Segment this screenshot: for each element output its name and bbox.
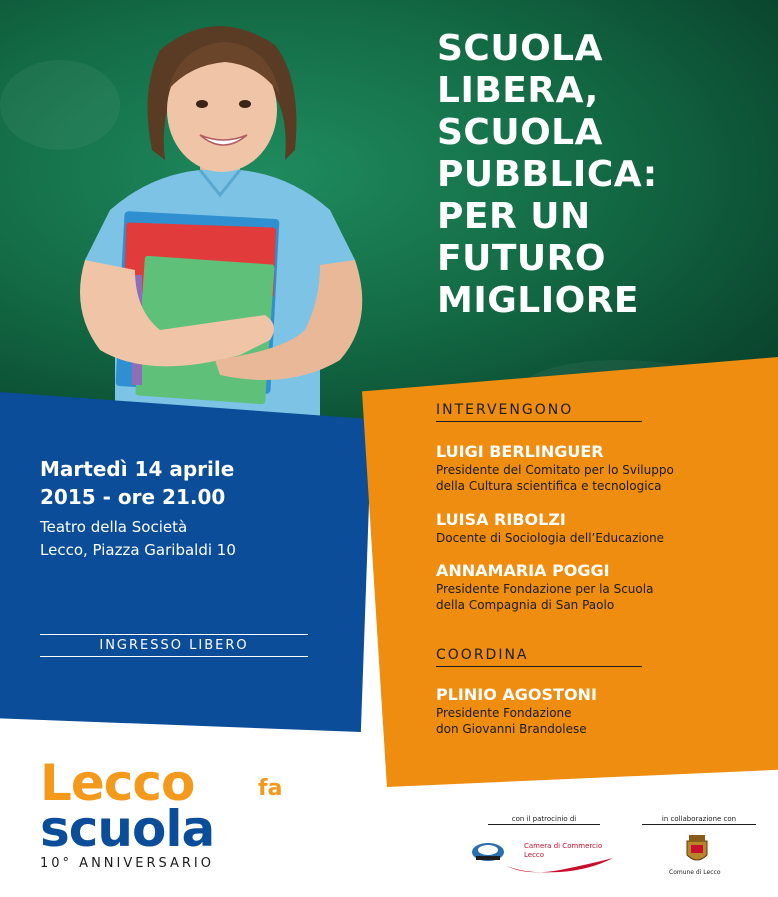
hero-photo	[0, 0, 778, 430]
headline-line: MIGLIORE	[437, 280, 640, 321]
speaker-role-line: Docente di Sociologia dell’Educazione	[436, 531, 665, 545]
moderator-role-line: Presidente Fondazione	[436, 706, 572, 720]
event-info-panel	[0, 392, 372, 732]
logo-word-fa: fa	[258, 776, 283, 801]
headline-line: SCUOLA	[437, 28, 603, 69]
venue-address: Lecco, Piazza Garibaldi 10	[40, 541, 236, 559]
speaker-item	[436, 442, 756, 494]
speaker-item	[436, 510, 756, 546]
speaker-name: LUISA RIBOLZI	[436, 510, 566, 529]
speaker-name: LUIGI BERLINGUER	[436, 442, 604, 461]
student-girl-illustration	[40, 10, 370, 430]
chamber-swoosh-icon	[505, 856, 615, 874]
logo-word-lecco: Lecco	[40, 754, 195, 812]
collaboration-label: in collaborazione con	[642, 815, 756, 825]
event-headline	[437, 28, 658, 322]
moderator-role-line: don Giovanni Brandolese	[436, 722, 587, 736]
speaker-role-line: della Compagnia di San Paolo	[436, 598, 615, 612]
headline-line: PER UN	[437, 196, 591, 237]
moderator-name: PLINIO AGOSTONI	[436, 685, 597, 704]
headline-line: FUTURO	[437, 238, 606, 279]
moderator-role	[436, 705, 756, 737]
speaker-role-line: della Cultura scientifica e tecnologica	[436, 479, 662, 493]
event-time-line: 2015 - ore 21.00	[40, 485, 226, 509]
event-date-line: Martedì 14 aprile	[40, 457, 235, 481]
speaker-role-line: Presidente Fondazione per la Scuola	[436, 582, 654, 596]
speaker-name: ANNAMARIA POGGI	[436, 561, 610, 580]
municipality-name: Comune di Lecco	[669, 869, 721, 876]
speaker-role-line: Presidente del Comitato per lo Sviluppo	[436, 463, 674, 477]
patron-emblem-icon	[470, 840, 506, 864]
logo-word-scuola: scuola	[40, 800, 215, 858]
speaker-role	[436, 581, 756, 613]
headline-line: LIBERA,	[437, 70, 599, 111]
speaker-role	[436, 530, 756, 546]
logo-anniversary: 10° ANNIVERSARIO	[40, 856, 214, 871]
lecco-fa-scuola-logo	[40, 754, 310, 878]
event-venue	[40, 516, 236, 562]
chamber-line: Lecco	[524, 851, 545, 859]
speaker-item	[436, 561, 756, 613]
municipal-coat-of-arms-icon	[684, 833, 710, 867]
speaker-role	[436, 462, 756, 494]
patronage-label: con il patrocinio di	[488, 815, 600, 825]
speakers-heading: INTERVENGONO	[436, 402, 642, 422]
free-entry-label: INGRESSO LIBERO	[40, 634, 308, 657]
headline-line: PUBBLICA:	[437, 154, 658, 195]
moderator-item	[436, 685, 756, 737]
moderator-heading: COORDINA	[436, 647, 642, 667]
headline-line: SCUOLA	[437, 112, 603, 153]
chamber-line: Camera di Commercio	[524, 842, 603, 850]
venue-name: Teatro della Società	[40, 518, 188, 536]
event-date	[40, 455, 234, 511]
